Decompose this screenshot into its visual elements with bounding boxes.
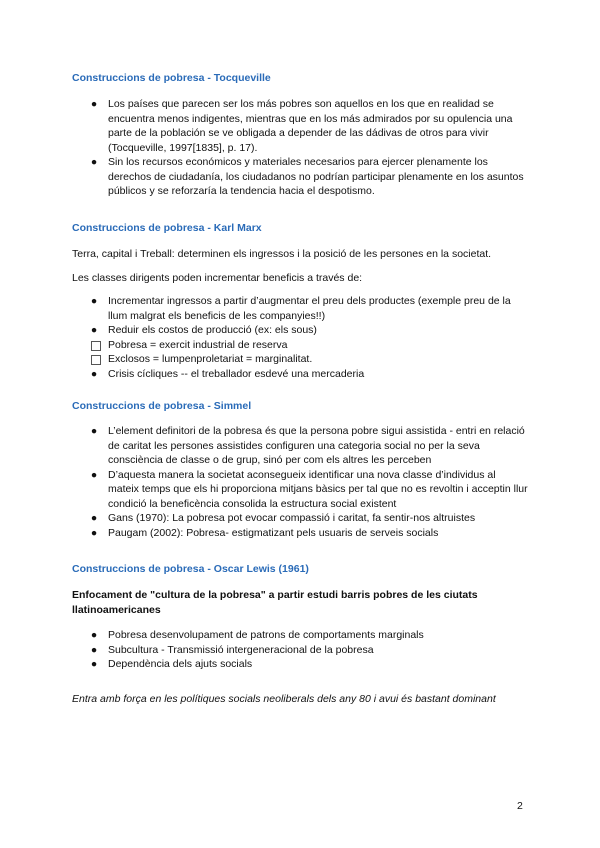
list-item: ● Los países que parecen ser los más pobres son aquellos en los que en realidad se encuentra menos indigentes, mientras que en los más admirados por su opulencia una parte de la población se ve obligada a depender de las dádivas de otros para vivir (Tocqueville, 1997[1835], p. 17). — [90, 98, 513, 154]
section-heading-simmel: Construccions de pobresa - Simmel — [72, 400, 252, 412]
checkbox-item[interactable]: Exclosos = lumpenproletariat = marginalitat. — [0, 352, 528, 367]
bullet-icon: ● — [90, 425, 98, 437]
list-item: ● Reduir els costos de producció (ex: els sous) — [90, 324, 317, 336]
list-item: ● Crisis cícliques -- el treballador esdevé una mercaderia — [90, 367, 365, 380]
bullet-icon: ● — [90, 324, 98, 336]
bullet-icon: ● — [90, 156, 98, 168]
lewis-subheading: Enfocament de "cultura de la pobresa" a partir estudi barris pobres de les ciutats llatinoamericanes — [72, 589, 478, 616]
section-heading-lewis: Construccions de pobresa - Oscar Lewis (1961) — [72, 563, 309, 575]
list-item: ● Pobresa desenvolupament de patrons de comportaments marginals — [90, 629, 424, 641]
simmel-bullet-list — [0, 424, 600, 540]
bullet-icon: ● — [90, 98, 98, 110]
list-item: ● Subcultura - Transmissió intergeneracional de la pobresa — [90, 643, 374, 656]
list-item: ● Dependència dels ajuts socials — [90, 658, 253, 670]
section-heading-tocqueville: Construccions de pobresa - Tocqueville — [72, 72, 271, 84]
marx-item-list — [0, 294, 600, 381]
list-item: ● Sin los recursos económicos y materiales necesarios para ejercer plenamente los derechos de ciudadanía, los ciudadanos no podrían participar plenamente en los asuntos públicos y se reforzaría la tendencia hacia el despotismo. — [90, 156, 524, 197]
list-item: ● Incrementar ingressos a partir d’augmentar el preu dels productes (exemple preu de la llum malgrat els beneficis de les companyies!!) — [90, 295, 511, 322]
bullet-icon: ● — [90, 629, 98, 641]
bullet-icon: ● — [90, 526, 98, 539]
bullet-icon: ● — [90, 643, 98, 656]
page-number: 2 — [517, 800, 523, 812]
checkbox-icon[interactable] — [91, 355, 101, 365]
bullet-icon: ● — [90, 658, 98, 670]
marx-paragraph-2: Les classes dirigents poden incrementar beneficis a través de: — [72, 272, 363, 284]
bullet-icon: ● — [90, 512, 98, 524]
marx-paragraph-1: Terra, capital i Treball: determinen els ingressos i la posició de les persones en la societat. — [72, 248, 492, 260]
tocqueville-bullet-list — [0, 97, 600, 199]
list-item: ● Gans (1970): La pobresa pot evocar compassió i caritat, fa sentir-nos altruistes — [90, 512, 476, 524]
lewis-note: Entra amb força en les polítiques socials neoliberals dels any 80 i avui és bastant dominant — [72, 693, 496, 705]
bullet-icon: ● — [90, 468, 98, 481]
list-item: ● D’aquesta manera la societat aconsegueix identificar una nova classe d’individus al mateix temps que els hi proporciona mitjans bàsics per tal que no es revoltin i acceptin llur condició la beneficència consolida la estructura social existent — [90, 468, 528, 510]
checkbox-icon[interactable] — [91, 341, 101, 351]
section-heading-marx: Construccions de pobresa - Karl Marx — [72, 222, 262, 234]
list-item: ● L’element definitori de la pobresa és que la persona pobre sigui assistida - entri en relació de caritat les persones assistides configuren una categoria social no per la seva consciència de classe o de grup, sinó per com els altres les perceben — [90, 425, 525, 466]
checkbox-item[interactable]: Pobresa = exercit industrial de reserva — [0, 338, 528, 353]
bullet-icon: ● — [90, 367, 98, 380]
bullet-icon: ● — [90, 295, 98, 307]
list-item: ● Paugam (2002): Pobresa- estigmatizant pels usuaris de serveis socials — [90, 526, 439, 539]
lewis-bullet-list — [0, 628, 600, 672]
